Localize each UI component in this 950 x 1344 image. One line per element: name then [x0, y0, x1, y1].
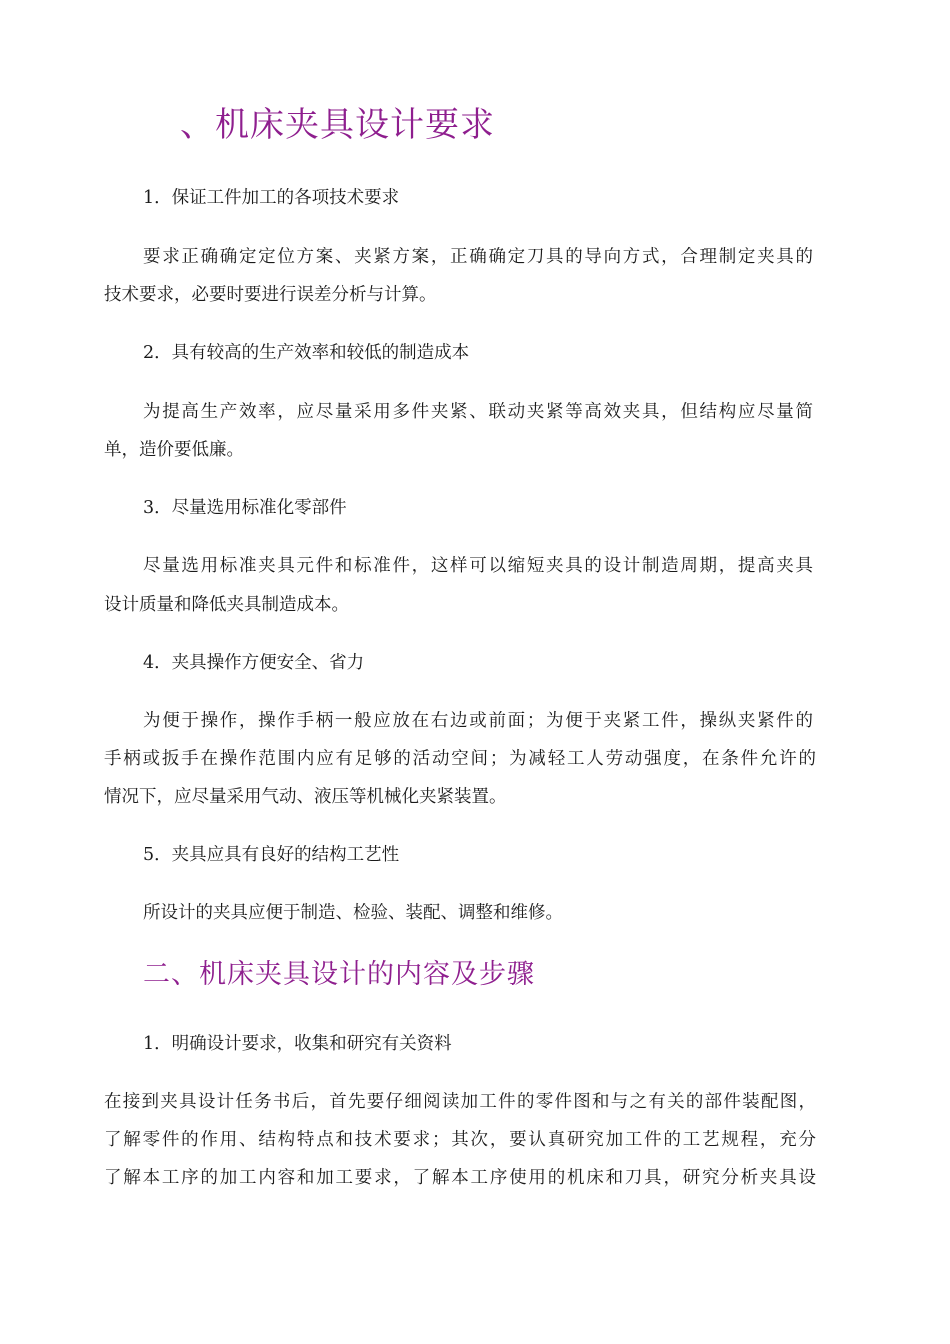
item-5-heading: 5．夹具应具有良好的结构工艺性 — [143, 845, 400, 865]
item-4-line-1: 为便于操作，操作手柄一般应放在右边或前面；为便于夹紧工件，操纵夹紧件的 — [143, 711, 813, 731]
item-5-line-1: 所设计的夹具应便于制造、检验、装配、调整和维修。 — [143, 903, 563, 923]
s2-item-1-heading: 1．明确设计要求，收集和研究有关资料 — [143, 1034, 452, 1054]
item-4-line-3: 情况下，应尽量采用气动、液压等机械化夹紧装置。 — [104, 787, 507, 807]
section-2-title: 二、机床夹具设计的内容及步骤 — [143, 959, 535, 990]
item-4-heading: 4．夹具操作方便安全、省力 — [143, 653, 365, 673]
item-3-line-1: 尽量选用标准夹具元件和标准件，这样可以缩短夹具的设计制造周期，提高夹具 — [143, 556, 813, 576]
item-1-line-1: 要求正确确定定位方案、夹紧方案，正确确定刀具的导向方式，合理制定夹具的 — [143, 247, 813, 267]
section-1-title: 、机床夹具设计要求 — [180, 105, 495, 145]
item-4-line-2: 手柄或扳手在操作范围内应有足够的活动空间；为减轻工人劳动强度，在条件允许的 — [104, 749, 816, 769]
item-2-line-1: 为提高生产效率，应尽量采用多件夹紧、联动夹紧等高效夹具，但结构应尽量简 — [143, 402, 813, 422]
item-2-heading: 2．具有较高的生产效率和较低的制造成本 — [143, 343, 470, 363]
item-2-line-2: 单，造价要低廉。 — [104, 440, 244, 460]
s2-item-1-line-1: 在接到夹具设计任务书后，首先要仔细阅读加工件的零件图和与之有关的部件装配图， — [104, 1092, 816, 1112]
item-3-heading: 3．尽量选用标准化零部件 — [143, 498, 347, 518]
s2-item-1-line-3: 了解本工序的加工内容和加工要求，了解本工序使用的机床和刀具，研究分析夹具设 — [104, 1168, 816, 1188]
item-1-heading: 1．保证工件加工的各项技术要求 — [143, 188, 400, 208]
s2-item-1-line-2: 了解零件的作用、结构特点和技术要求；其次，要认真研究加工件的工艺规程，充分 — [104, 1130, 816, 1150]
item-1-line-2: 技术要求，必要时要进行误差分析与计算。 — [104, 285, 437, 305]
item-3-line-2: 设计质量和降低夹具制造成本。 — [104, 595, 349, 615]
